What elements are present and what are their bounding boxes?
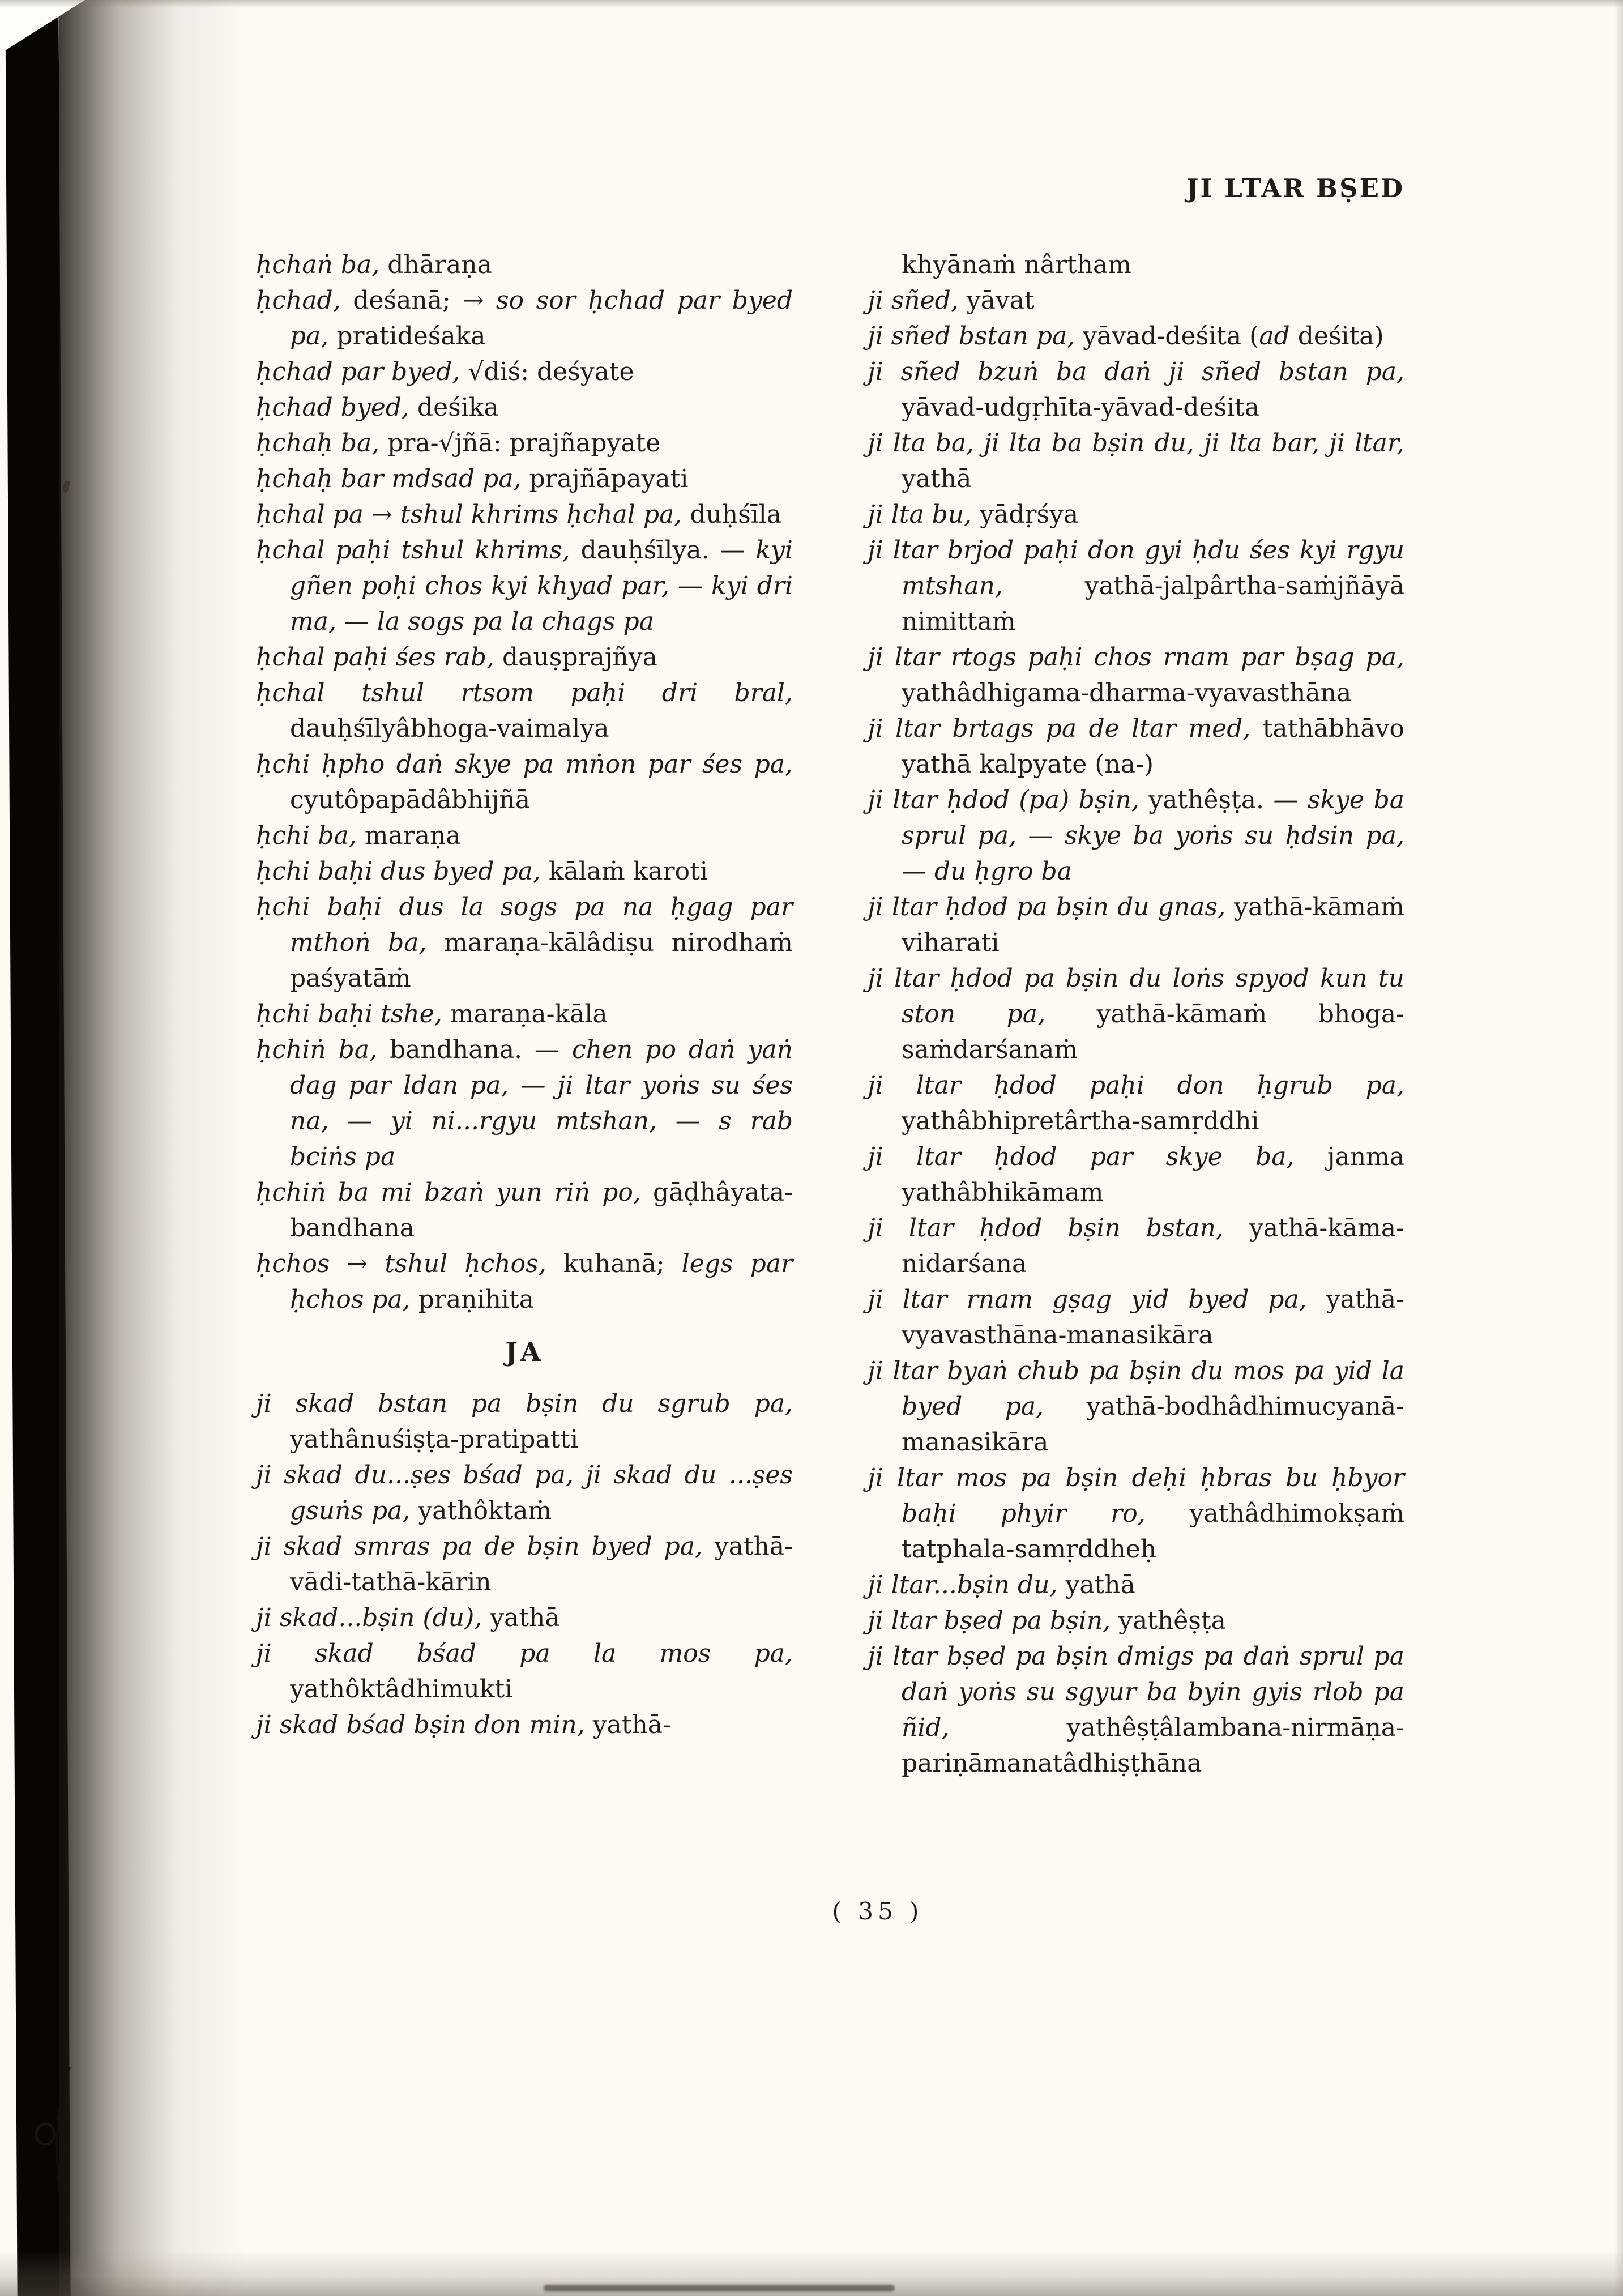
tibetan-term: ḥchal tshul rtsom paḥi dri bral,: [256, 678, 793, 707]
dictionary-entry: [868, 318, 1404, 354]
dictionary-entry: [868, 283, 1404, 318]
sanskrit-gloss: dauṣprajñya: [494, 643, 657, 672]
tibetan-term: ḥchaṅ ba,: [256, 250, 380, 279]
sanskrit-gloss: yathā-bodhâdhimucyanā-manasikāra: [902, 1392, 1404, 1457]
sanskrit-gloss: yathânuśiṣṭa-pratipatti: [290, 1425, 579, 1454]
sanskrit-gloss: yathā: [1057, 1571, 1135, 1599]
tibetan-term: ji ltar ḥdod bṣin bstan,: [868, 1214, 1224, 1243]
section-heading: JA: [505, 1337, 544, 1367]
dictionary-entry: [256, 1529, 793, 1600]
sanskrit-gloss: yathā-: [584, 1710, 671, 1739]
sanskrit-gloss: yādṛśya: [972, 500, 1079, 529]
dictionary-entry: [868, 782, 1404, 889]
sanskrit-gloss: √diś: deśyate: [460, 357, 634, 386]
sanskrit-gloss: deśika: [409, 393, 499, 422]
dictionary-entry: [256, 1175, 793, 1246]
tibetan-term: ḥchal pa: [256, 500, 364, 529]
dictionary-entry: [868, 961, 1404, 1068]
sanskrit-gloss: tathābhāvo yathā kalpyate (na-): [902, 714, 1404, 779]
tibetan-term: ji skad bśad pa la mos pa,: [256, 1639, 793, 1668]
tibetan-term: ji ltar bṣed pa bṣin,: [868, 1606, 1111, 1635]
sanskrit-gloss: yathā-kāma-nidarśana: [902, 1214, 1404, 1278]
sanskrit-gloss: maraṇa-kālâdiṣu nirodhaṁ paśyatāṁ: [290, 928, 793, 993]
dictionary-entry: [868, 497, 1404, 532]
dictionary-entry: [868, 1282, 1404, 1353]
top-left-page-corner: [0, 0, 85, 54]
dictionary-entry: [256, 1636, 793, 1707]
sanskrit-gloss: yāvad-udgṛhīta-yāvad-deśita: [902, 393, 1260, 422]
tibetan-term: ḥchad par byed,: [256, 357, 460, 386]
sanskrit-gloss: cyutôpapādâbhijñā: [290, 786, 530, 814]
dictionary-entry: [256, 746, 793, 818]
dictionary-entry: [868, 1139, 1404, 1210]
dictionary-entry: [256, 497, 793, 532]
dictionary-entry: [256, 354, 793, 390]
dictionary-entry: [868, 1210, 1404, 1282]
dictionary-entry: [256, 889, 793, 996]
dictionary-entry: [256, 390, 793, 425]
tibetan-term: ji ltar ḥdod (pa) bṣin,: [868, 786, 1139, 814]
tibetan-term: — skye ba sprul pa, — skye ba yoṅs su ḥdsin pa, — du ḥgro ba: [902, 786, 1404, 886]
sanskrit-gloss: yathā-vyavasthāna-manasikāra: [902, 1285, 1404, 1350]
dictionary-entry: [256, 818, 793, 853]
tibetan-term: ji ltar ḥdod pa bṣin du gnas,: [868, 893, 1226, 921]
tibetan-term: ḥchi ba,: [256, 821, 357, 850]
running-header: JI LTAR BṢED: [1186, 173, 1404, 203]
sanskrit-gloss: kuhanā;: [546, 1249, 682, 1278]
tibetan-term: ji ltar rtogs paḥi chos rnam par bṣag pa,: [868, 643, 1404, 672]
dictionary-entry: [256, 461, 793, 497]
bottom-scan-smudge: [544, 2285, 895, 2291]
tibetan-term: ji ltar ḥdod pa bṣin du loṅs spyod kun tu ston pa,: [868, 964, 1404, 1028]
left-column: [256, 247, 793, 1743]
dictionary-entry: [256, 283, 793, 354]
tibetan-term: ḥchal paḥi tshul khrims,: [256, 536, 570, 565]
tibetan-term: ḥchal paḥi śes rab,: [256, 643, 495, 672]
tibetan-term: — chen po daṅ yaṅ dag par ldan pa, — ji ltar yoṅs su śes na, — yi ni...rgyu mtshan, — s rab bciṅs pa: [290, 1035, 793, 1171]
sanskrit-gloss: yathâdhimokṣaṁ tatphala-samṛddheḥ: [902, 1499, 1404, 1564]
tibetan-term: legs par ḥchos pa,: [290, 1249, 793, 1314]
tibetan-term: ji sñed bstan pa,: [868, 322, 1075, 351]
sanskrit-gloss: yathâbhipretârtha-samṛddhi: [902, 1107, 1259, 1136]
tibetan-term: so sor ḥchad par byed pa,: [290, 286, 793, 351]
sanskrit-gloss: yathā-vādi-tathā-kārin: [290, 1532, 793, 1597]
dictionary-entry: [868, 1353, 1404, 1460]
tibetan-term: tshul ḥchos,: [385, 1249, 546, 1278]
sanskrit-gloss: →: [330, 1249, 385, 1278]
sanskrit-gloss: deśanā; →: [340, 286, 496, 315]
dictionary-entry: [256, 1246, 793, 1317]
sanskrit-gloss: gāḍhâyata-bandhana: [290, 1178, 793, 1243]
dictionary-entry: [256, 996, 793, 1032]
tibetan-term: ḥchiṅ ba,: [256, 1035, 378, 1064]
tibetan-term: ji sñed bzuṅ ba daṅ ji sñed bstan pa,: [868, 357, 1404, 386]
dictionary-entry: [868, 1567, 1404, 1603]
sanskrit-gloss: pratideśaka: [328, 322, 486, 351]
sanskrit-gloss: maraṇa: [356, 821, 461, 850]
sanskrit-gloss: janma yathâbhikāmam: [902, 1142, 1404, 1207]
sanskrit-gloss: yāvat: [958, 286, 1035, 315]
tibetan-term: ji ltar ḥdod paḥi don ḥgrub pa,: [868, 1071, 1404, 1100]
sanskrit-gloss: praṇihita: [410, 1285, 534, 1314]
sanskrit-gloss: maraṇa-kāla: [442, 1000, 608, 1028]
sanskrit-gloss: yathêṣṭa.: [1139, 786, 1274, 814]
dictionary-entry: [256, 1386, 793, 1457]
tibetan-term: ji lta bu,: [868, 500, 972, 529]
tibetan-term: ji ltar byaṅ chub pa bṣin du mos pa yid la byed pa,: [868, 1356, 1404, 1421]
tibetan-term: ji ltar bṣed pa bṣin dmigs pa daṅ sprul pa daṅ yoṅs su sgyur ba byin gyis rlob pa ñid,: [868, 1642, 1404, 1742]
tibetan-term: ji lta ba, ji lta ba bṣin du, ji lta bar, ji ltar,: [868, 429, 1404, 458]
sanskrit-gloss: yathā-kāmaṁ bhoga-saṁdarśanaṁ: [902, 1000, 1404, 1064]
right-scan-edge: [1614, 0, 1623, 2296]
sanskrit-gloss: pra-√jñā: prajñapyate: [379, 429, 661, 458]
tibetan-term: ḥchad byed,: [256, 393, 409, 422]
sanskrit-gloss: yathā-kāmaṁ viharati: [902, 893, 1404, 957]
tibetan-term: ji ltar mos pa bṣin deḥi ḥbras bu ḥbyor baḥi phyir ro,: [868, 1463, 1404, 1528]
tibetan-term: ḥchi baḥi tshe,: [256, 1000, 442, 1028]
dictionary-entry: [868, 532, 1404, 639]
sanskrit-gloss: prajñāpayati: [521, 464, 689, 493]
sanskrit-gloss: yathâdhigama-dharma-vyavasthāna: [902, 678, 1352, 707]
sanskrit-gloss: dhāraṇa: [379, 250, 492, 279]
tibetan-term: ḥchi ḥpho daṅ skye pa mṅon par śes pa,: [256, 750, 793, 779]
dictionary-entry: [868, 425, 1404, 497]
right-column: [868, 247, 1404, 1781]
sanskrit-gloss: deśita): [1289, 322, 1384, 351]
tibetan-term: — kyi gñen poḥi chos kyi khyad par, — kyi dri ma, — la sogs pa la chags pa: [290, 536, 793, 636]
dictionary-entry: [256, 639, 793, 675]
sanskrit-gloss: yathêṣṭâlambana-nirmāṇa-pariṇāmanatâdhiṣṭhāna: [902, 1713, 1404, 1778]
tibetan-term: ji ltar rnam gṣag yid byed pa,: [868, 1285, 1307, 1314]
dictionary-entry: [868, 889, 1404, 961]
sanskrit-gloss: kālaṁ karoti: [540, 857, 708, 886]
tibetan-term: ji skad bstan pa bṣin du sgrub pa,: [256, 1389, 793, 1418]
dictionary-entry: [868, 1460, 1404, 1567]
sanskrit-gloss: khyānaṁ nârtham: [902, 250, 1131, 279]
sanskrit-gloss: bandhana.: [377, 1035, 535, 1064]
dictionary-entry: [868, 711, 1404, 782]
sanskrit-gloss: yathôktâdhimukti: [290, 1675, 513, 1704]
tibetan-term: ḥchaḥ ba,: [256, 429, 380, 458]
sanskrit-gloss: dauḥśīlyâbhoga-vaimalya: [290, 714, 609, 743]
dictionary-entry: [256, 247, 793, 283]
sanskrit-gloss: →: [364, 500, 400, 529]
dictionary-entry: [256, 425, 793, 461]
dictionary-entry-continuation: [868, 247, 1404, 283]
page-number: ( 35 ): [832, 1897, 924, 1925]
sanskrit-gloss: dauḥśīlya.: [570, 536, 720, 565]
tibetan-term: ji skad...bṣin (du),: [256, 1603, 482, 1632]
tibetan-term: ḥchi baḥi dus la sogs pa na ḥgag par mthoṅ ba,: [256, 893, 793, 957]
sanskrit-gloss: duḥśīla: [682, 500, 782, 529]
dictionary-entry: [256, 1457, 793, 1529]
tibetan-term: ḥchaḥ bar mdsad pa,: [256, 464, 522, 493]
tibetan-term: ḥchad,: [256, 286, 341, 315]
tibetan-term: tshul khrims ḥchal pa,: [400, 500, 682, 529]
sanskrit-gloss: yathā-jalpârtha-saṁjñāyā nimittaṁ: [902, 571, 1404, 636]
dictionary-entry: [256, 1600, 793, 1636]
binding-shadow-gradient: [59, 0, 246, 2296]
dictionary-entry: [256, 1707, 793, 1743]
dictionary-entry: [868, 354, 1404, 425]
sanskrit-gloss: yathôktaṁ: [410, 1496, 552, 1525]
dictionary-entry: [868, 1638, 1404, 1781]
tibetan-term: ji ltar ḥdod par skye ba,: [868, 1142, 1295, 1171]
sanskrit-gloss: yathêṣṭa: [1111, 1606, 1226, 1635]
tibetan-term: ji skad bśad bṣin don min,: [256, 1710, 585, 1739]
tibetan-term: ji skad du...ṣes bśad pa, ji skad du ...ṣes gsuṅs pa,: [256, 1461, 793, 1525]
sanskrit-gloss: yathā: [902, 464, 972, 493]
tibetan-term: ji sñed,: [868, 286, 959, 315]
dictionary-entry: [868, 1068, 1404, 1139]
page-curl-mark: [16, 2062, 106, 2243]
top-scan-edge: [0, 0, 1623, 8]
tibetan-term: ji ltar brjod paḥi don gyi ḥdu śes kyi rgyu mtshan,: [868, 536, 1404, 600]
dictionary-entry: [868, 1603, 1404, 1638]
dictionary-entry: [256, 1032, 793, 1175]
dictionary-entry: [256, 532, 793, 639]
tibetan-term: ad: [1259, 322, 1290, 351]
dictionary-entry: [868, 639, 1404, 711]
sanskrit-gloss: yathā: [482, 1603, 560, 1632]
dictionary-entry: [256, 853, 793, 889]
tibetan-term: ḥchiṅ ba mi bzaṅ yun riṅ po,: [256, 1178, 641, 1207]
sanskrit-gloss: yāvad-deśita (: [1075, 322, 1259, 351]
tibetan-term: ji ltar brtags pa de ltar med,: [868, 714, 1251, 743]
dictionary-entry: [256, 675, 793, 746]
tibetan-term: ji skad smras pa de bṣin byed pa,: [256, 1532, 703, 1561]
tibetan-term: ḥchos: [256, 1249, 330, 1278]
tibetan-term: ḥchi baḥi dus byed pa,: [256, 857, 541, 886]
tibetan-term: ji ltar...bṣin du,: [868, 1571, 1058, 1599]
